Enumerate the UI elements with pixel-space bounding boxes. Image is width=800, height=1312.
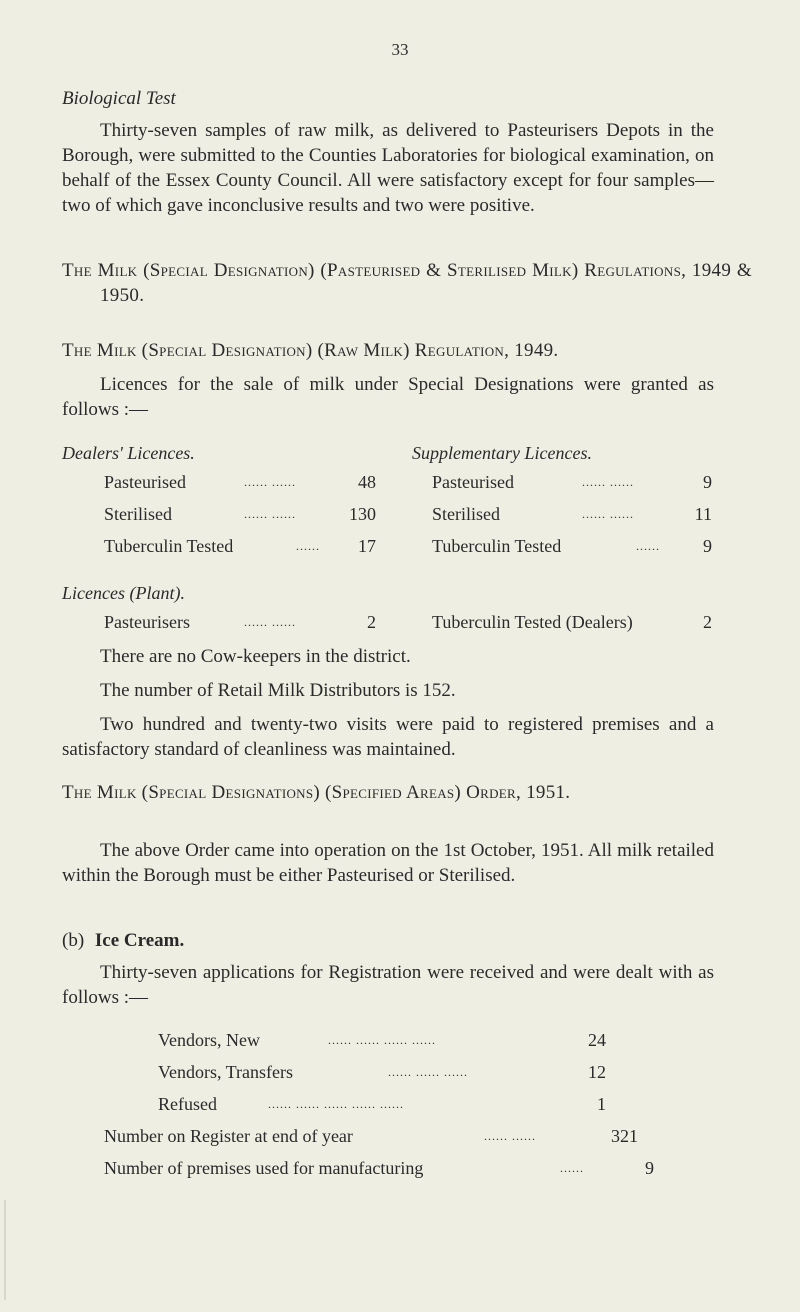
ice-cream-label: Number of premises used for manufacturing: [104, 1158, 424, 1178]
ice-cream-heading-text: Ice Cream.: [94, 930, 185, 951]
licence-label: Tuberculin Tested: [104, 536, 234, 556]
ice-cream-label: Refused: [158, 1094, 217, 1114]
section-marker: (b): [62, 930, 85, 951]
leader-dots: ...... ...... ...... ...... ......: [268, 1097, 404, 1111]
page-edge-mark: [4, 1200, 6, 1300]
leader-dots: ...... ......: [582, 507, 634, 521]
ice-cream-row: [158, 1060, 628, 1084]
licence-count: 2: [703, 612, 712, 632]
plant-licences-heading-text: Licences (Plant).: [62, 583, 185, 603]
licence-label: Pasteurised: [104, 472, 186, 492]
supplementary-licence-row: [432, 534, 714, 558]
ice-cream-label: Number on Register at end of year: [104, 1126, 353, 1146]
plant-licence-row: [104, 610, 394, 634]
licence-label: Tuberculin Tested (Dealers): [432, 612, 633, 632]
ice-cream-label: Vendors, New: [158, 1030, 260, 1050]
leader-dots: ...... ......: [244, 475, 296, 489]
cowkeepers-statement: There are no Cow-keepers in the district.: [100, 646, 411, 667]
visits-paragraph: Two hundred and twenty-two visits were paid to registered premises and a satisfactory standard of cleanliness was maintained.: [62, 714, 714, 760]
leader-dots: ...... ...... ......: [388, 1065, 468, 1079]
leader-dots: ...... ......: [244, 507, 296, 521]
ice-cream-row: [158, 1028, 628, 1052]
licence-count: 11: [694, 504, 712, 524]
dealers-licence-row: [104, 534, 394, 558]
specified-areas-order-heading: The Milk (Special Designations) (Specified Areas) Order, 1951.: [62, 782, 571, 803]
regulation-heading-pasteurised: The Milk (Special Designation) (Pasteurised & Sterilised Milk) Regulations, 1949 & 1950.: [62, 260, 752, 306]
manufacturing-count-row: [104, 1156, 664, 1180]
dealers-licence-row: [104, 470, 394, 494]
ice-cream-count: 321: [611, 1126, 638, 1146]
leader-dots: ......: [560, 1161, 584, 1175]
tuberculin-dealers-row: [432, 610, 714, 634]
ice-cream-row: [158, 1092, 628, 1116]
leader-dots: ......: [296, 539, 320, 553]
biological-test-heading: Biological Test: [62, 88, 176, 109]
leader-dots: ...... ......: [484, 1129, 536, 1143]
specified-areas-order-paragraph: The above Order came into operation on the 1st October, 1951. All milk retailed within the Borough must be either Pasteurised or Sterilised.: [62, 840, 714, 886]
licence-count: 130: [349, 504, 376, 524]
dealers-licences-heading: [62, 441, 362, 465]
ice-cream-label: Vendors, Transfers: [158, 1062, 293, 1082]
regulation-heading-raw-milk: The Milk (Special Designation) (Raw Milk) Regulation, 1949.: [62, 340, 559, 361]
dealers-licence-row: [104, 502, 394, 526]
page-number: 33: [391, 40, 409, 59]
leader-dots: ...... ......: [582, 475, 634, 489]
ice-cream-paragraph: Thirty-seven applications for Registration were received and were dealt with as follows :—: [62, 962, 714, 1008]
distributors-statement: The number of Retail Milk Distributors is 152.: [100, 680, 456, 701]
ice-cream-count: 12: [588, 1062, 606, 1082]
supplementary-licences-heading-text: Supplementary Licences.: [412, 443, 592, 463]
register-count-row: [104, 1124, 664, 1148]
plant-licences-heading: [62, 581, 362, 605]
ice-cream-count: 24: [588, 1030, 606, 1050]
ice-cream-count: 9: [645, 1158, 654, 1178]
leader-dots: ......: [636, 539, 660, 553]
licence-count: 48: [358, 472, 376, 492]
licence-label: Pasteurisers: [104, 612, 190, 632]
supplementary-licence-row: [432, 502, 714, 526]
ice-cream-count: 1: [597, 1094, 606, 1114]
licence-count: 9: [703, 536, 712, 556]
biological-test-paragraph: Thirty-seven samples of raw milk, as delivered to Pasteurisers Depots in the Borough, were submitted to the Counties Laboratories for biological examination, on behalf of the Essex County Council. All were satisfactory except for four samples—two of which gave inconclusive results and two were positive.: [62, 120, 714, 216]
licence-count: 9: [703, 472, 712, 492]
leader-dots: ...... ......: [244, 615, 296, 629]
licence-label: Tuberculin Tested: [432, 536, 562, 556]
licence-count: 17: [358, 536, 376, 556]
supplementary-licence-row: [432, 470, 714, 494]
supplementary-licences-heading: [412, 441, 712, 465]
licence-label: Sterilised: [432, 504, 500, 524]
dealers-licences-heading-text: Dealers' Licences.: [62, 443, 195, 463]
licence-count: 2: [367, 612, 376, 632]
licence-label: Pasteurised: [432, 472, 514, 492]
ice-cream-heading: [62, 928, 714, 953]
leader-dots: ...... ...... ...... ......: [328, 1033, 436, 1047]
licences-intro-paragraph: Licences for the sale of milk under Special Designations were granted as follows :—: [62, 374, 714, 420]
licence-label: Sterilised: [104, 504, 172, 524]
